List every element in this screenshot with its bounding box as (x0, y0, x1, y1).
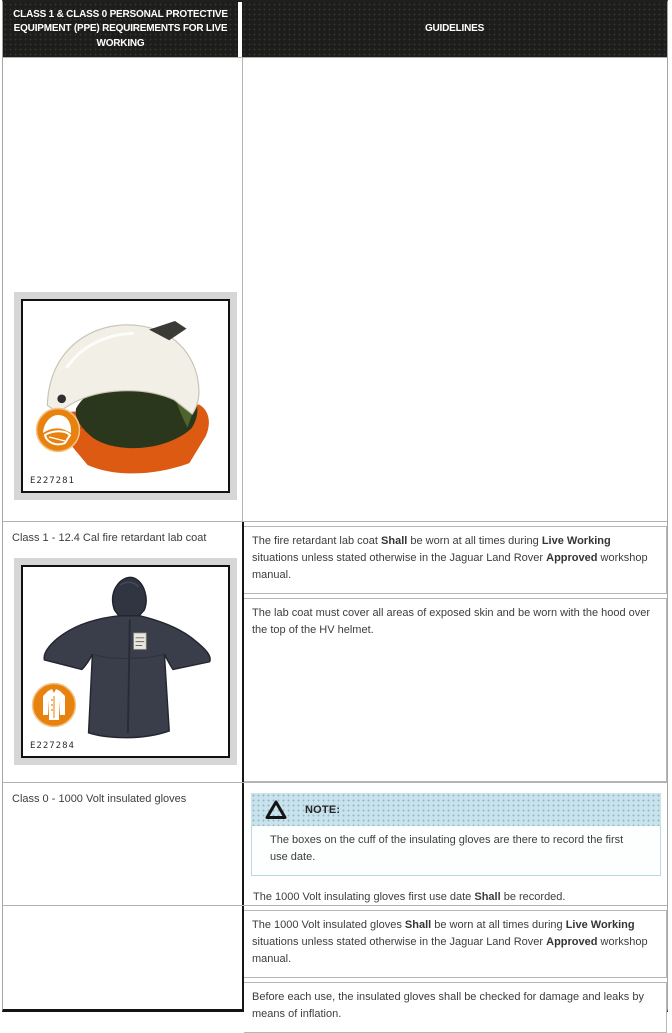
guideline-first-use-date: The 1000 Volt insulating gloves first use date Shall be recorded. (253, 891, 566, 903)
gloves-continued-item-cell (3, 906, 242, 1009)
lab-coat-item-title: Class 1 - 12.4 Cal fire retardant lab coat (12, 532, 207, 544)
gloves-continued-guidelines-cell (242, 906, 667, 1020)
guideline-lab-coat-cover-skin: The lab coat must cover all areas of exposed skin and be worn with the hood over the top of the HV helmet. (244, 598, 667, 782)
guidelines-column-header: GUIDELINES (242, 2, 667, 57)
lab-coat-figure-frame (21, 565, 230, 758)
table-row-gloves (3, 782, 667, 905)
note-box (251, 793, 661, 876)
helmet-guidelines-empty (243, 58, 667, 521)
guideline-gloves-shall-be-worn: The 1000 Volt insulated gloves Shall be worn at all times during Live Working situations unless stated otherwise in the Jaguar Land Rover Approved workshop manual. (244, 910, 667, 978)
lab-coat-item-cell (3, 522, 242, 782)
lab-coat-figure-box (14, 558, 237, 765)
note-text: The boxes on the cuff of the insulating gloves are there to record the first use date. (270, 834, 624, 863)
ppe-column-header: CLASS 1 & CLASS 0 PERSONAL PROTECTIVE EQUIPMENT (PPE) REQUIREMENTS FOR LIVE WORKING (3, 2, 238, 57)
gloves-item-cell (3, 783, 242, 905)
lab-coat-figure-label: E227284 (30, 741, 75, 751)
gloves-continued-empty (3, 906, 242, 1009)
gloves-item-title: Class 0 - 1000 Volt insulated gloves (12, 793, 187, 805)
gloves-guidelines-cell (242, 783, 667, 905)
note-header (251, 793, 661, 826)
table-row-gloves-continued (3, 905, 667, 1020)
helmet-figure-box (14, 292, 237, 500)
note-body (251, 826, 661, 876)
note-label: NOTE: (305, 803, 341, 816)
ppe-requirements-table (2, 0, 668, 1020)
note-triangle-icon (264, 799, 288, 821)
lab-coat-guidelines-cell (242, 522, 667, 782)
table-row-helmet (3, 57, 667, 521)
lab-coat-ppe-icon (31, 682, 77, 728)
helmet-item-cell (3, 58, 242, 521)
guideline-lab-coat-shall-be-worn: The fire retardant lab coat Shall be worn at all times during Live Working situations unless stated otherwise in the Jaguar Land Rover Approved workshop manual. (244, 526, 667, 594)
guideline-gloves-check-inflation: Before each use, the insulated gloves shall be checked for damage and leaks by means of inflation. (244, 982, 667, 1033)
helmet-figure-label: E227281 (30, 476, 75, 486)
table-row-lab-coat (3, 521, 667, 782)
helmet-guidelines-cell (242, 58, 667, 521)
helmet-ppe-icon (35, 407, 81, 453)
helmet-figure-frame (21, 299, 230, 493)
table-header-row (3, 2, 667, 57)
